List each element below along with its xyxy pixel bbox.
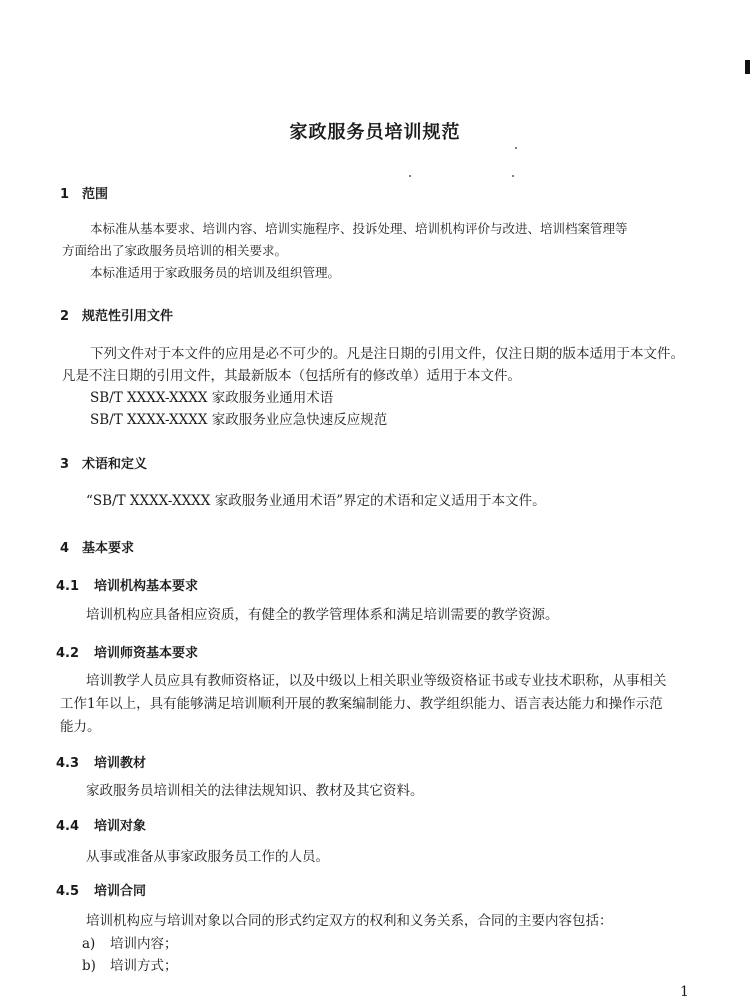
list-item — [82, 935, 178, 953]
paragraph-line: 凡是不注日期的引用文件，其最新版本（包括所有的修改单）适用于本文件。 — [62, 368, 521, 384]
page-number: 1 — [680, 984, 689, 1000]
subsection-heading-4-5 — [56, 880, 146, 899]
subsection-number: 4.3 — [56, 756, 80, 771]
section-title: 术语和定义 — [82, 457, 148, 472]
subsection-title: 培训教材 — [94, 756, 147, 771]
scan-speck — [409, 175, 411, 177]
section-number: 2 — [60, 309, 70, 324]
section-heading-3 — [60, 453, 147, 472]
list-marker: b) — [82, 958, 96, 974]
section-number: 3 — [60, 457, 70, 472]
paragraph-line: 工作1年以上，具有能够满足培训顺利开展的教案编制能力、教学组织能力、语言表达能力和操作示范 — [60, 696, 663, 712]
section-heading-2 — [60, 305, 173, 324]
reference-item: SB/T XXXX-XXXX 家政服务业通用术语 — [90, 390, 334, 406]
paragraph-line: 培训教学人员应具有教师资格证，以及中级以上相关职业等级资格证书或专业技术职称，从事相关 — [86, 673, 667, 689]
section-number: 1 — [60, 187, 70, 202]
document-title: 家政服务员培训规范 — [289, 122, 461, 143]
subsection-number: 4.5 — [56, 884, 80, 899]
reference-item: SB/T XXXX-XXXX 家政服务业应急快速反应规范 — [90, 412, 388, 428]
paragraph-line: 本标准从基本要求、培训内容、培训实施程序、投诉处理、培训机构评价与改进、培训档案管理等 — [90, 221, 628, 236]
scan-speck — [512, 175, 514, 177]
list-text: 培训内容； — [110, 936, 178, 952]
list-text: 培训方式； — [110, 958, 178, 974]
subsection-number: 4.2 — [56, 646, 80, 661]
paragraph-line: 能力。 — [60, 719, 101, 735]
section-title: 范围 — [82, 187, 109, 202]
scan-speck — [515, 147, 517, 149]
subsection-heading-4-4 — [56, 815, 146, 834]
subsection-heading-4-2 — [56, 642, 198, 661]
subsection-heading-4-1 — [56, 575, 198, 594]
section-title: 基本要求 — [82, 541, 135, 556]
subsection-title: 培训机构基本要求 — [94, 579, 199, 594]
scan-edge-mark — [745, 60, 750, 74]
paragraph-line: 家政服务员培训相关的法律法规知识、教材及其它资料。 — [86, 783, 424, 799]
subsection-title: 培训合同 — [94, 884, 147, 899]
subsection-number: 4.4 — [56, 819, 80, 834]
section-heading-4 — [60, 537, 134, 556]
subsection-title: 培训对象 — [94, 819, 147, 834]
section-number: 4 — [60, 541, 70, 556]
paragraph-line: 从事或准备从事家政服务员工作的人员。 — [86, 849, 329, 865]
subsection-number: 4.1 — [56, 579, 80, 594]
subsection-heading-4-3 — [56, 752, 146, 771]
list-item — [82, 957, 178, 975]
section-heading-1 — [60, 183, 108, 202]
section-title: 规范性引用文件 — [82, 309, 174, 324]
paragraph-line: 培训机构应与培训对象以合同的形式约定双方的权利和义务关系，合同的主要内容包括： — [86, 913, 613, 929]
subsection-title: 培训师资基本要求 — [94, 646, 199, 661]
paragraph-line: 本标准适用于家政服务员的培训及组织管理。 — [90, 265, 341, 280]
list-marker: a) — [82, 936, 96, 952]
paragraph-line: 培训机构应具备相应资质，有健全的教学管理体系和满足培训需要的教学资源。 — [86, 607, 559, 623]
paragraph-line: 下列文件对于本文件的应用是必不可少的。凡是注日期的引用文件，仅注日期的版本适用于本文件。 — [90, 346, 684, 362]
paragraph-line: “SB/T XXXX-XXXX 家政服务业通用术语”界定的术语和定义适用于本文件。 — [86, 493, 546, 509]
paragraph-line: 方面给出了家政服务员培训的相关要求。 — [62, 243, 288, 258]
